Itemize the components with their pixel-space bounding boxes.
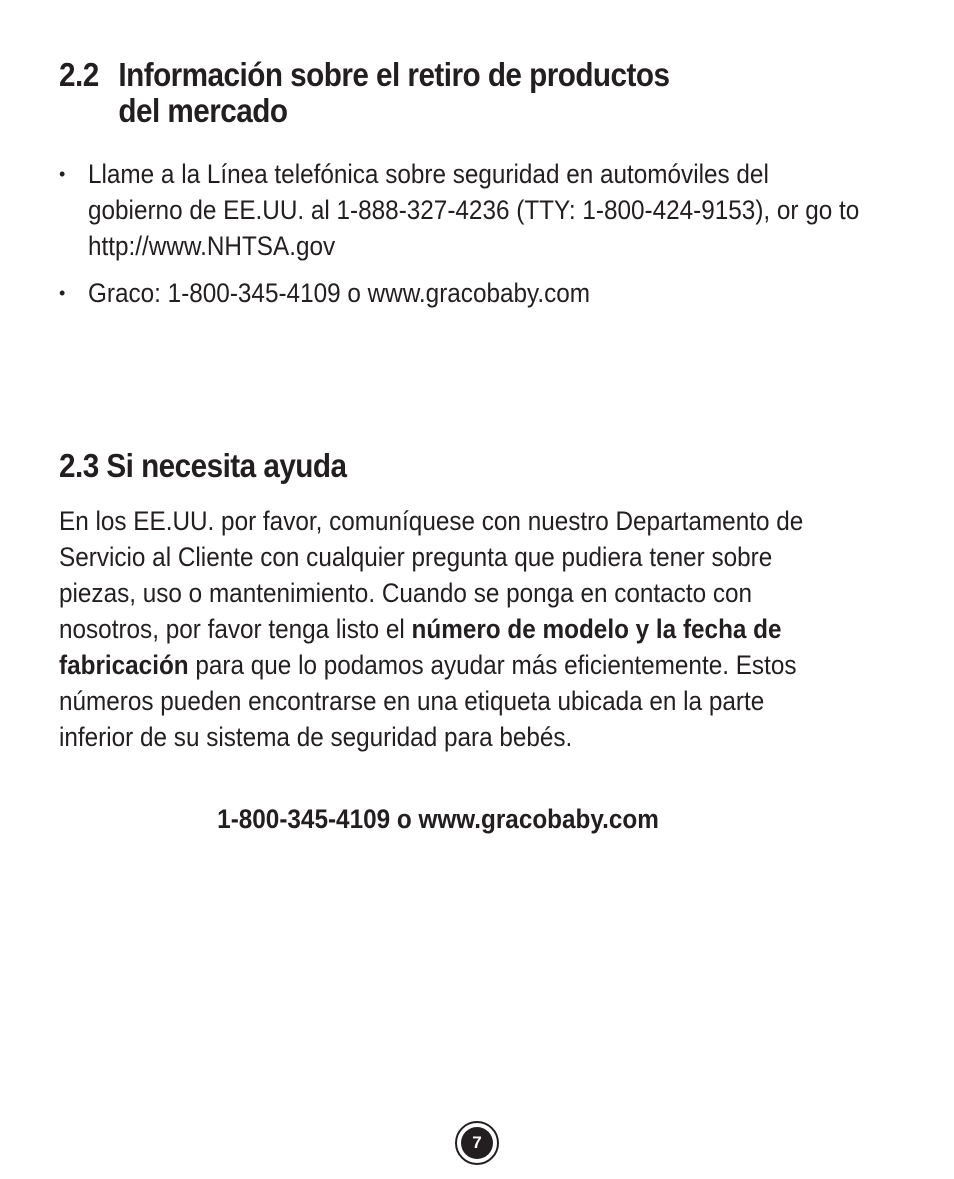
section-2-2-number: 2.2 <box>59 56 99 93</box>
section-2-2-title-line2: del mercado <box>118 92 288 129</box>
bullet-icon: • <box>59 164 66 184</box>
page-number-badge <box>455 1121 499 1165</box>
help-paragraph-part2: para que lo podamos ayudar más eficientemente. Estos números pueden encontrarse en una etiqueta ubicada en la parte inferior de su sistema de seguridad para bebés. <box>59 650 797 752</box>
bullet-text-nhtsa: Llame a la Línea telefónica sobre seguridad en automóviles del gobierno de EE.UU. al 1-888-327-4236 (TTY: 1-800-424-9153), or go to http://www.NHTSA.gov <box>88 159 860 261</box>
help-paragraph-bold: número de modelo y la fecha de fabricación <box>59 614 782 680</box>
help-paragraph-part1: En los EE.UU. por favor, comuníquese con nuestro Departamento de Servicio al Cliente con cualquier pregunta que pudiera tener sobre piezas, uso o mantenimiento. Cuando se ponga en contacto con nosotros, por favor tenga listo el <box>59 506 804 644</box>
bullet-icon: • <box>59 283 66 303</box>
section-2-2-heading <box>59 57 669 129</box>
section-2-2-title-line1: Información sobre el retiro de productos <box>118 56 670 93</box>
list-item <box>59 156 859 264</box>
bullet-text-graco: Graco: 1-800-345-4109 o www.gracobaby.com <box>88 278 591 308</box>
contact-line: 1-800-345-4109 o www.gracobaby.com <box>217 804 659 834</box>
recall-info-list <box>59 156 859 322</box>
page-number: 7 <box>461 1127 493 1159</box>
list-item <box>59 275 859 311</box>
help-paragraph <box>59 503 833 755</box>
section-2-3-heading: 2.3 Si necesita ayuda <box>59 447 347 484</box>
